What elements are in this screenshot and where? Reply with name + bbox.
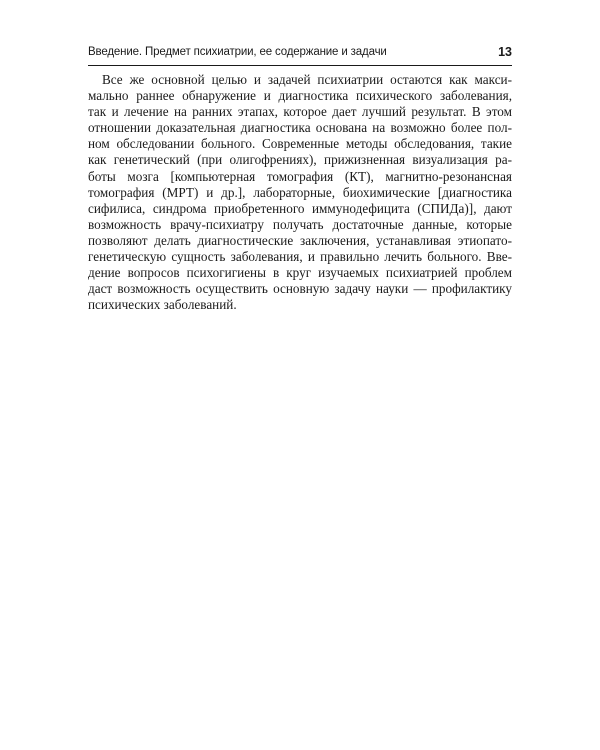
text-line: психических заболеваний.	[88, 297, 237, 313]
text-line: Все же основной целью и задачей психиатрии остаются как макси-	[102, 72, 512, 87]
text-line: так и лечение на ранних этапах, которое дает лучший результат. В этом	[88, 104, 512, 120]
text-line: возможность врачу-психиатру получать достаточные данные, которые	[88, 216, 512, 232]
text-line: томография (МРТ) и др.], лабораторные, биохимические [диагностика	[88, 184, 512, 200]
running-head	[88, 43, 512, 66]
text-line: ном обследовании больного. Современные методы обследования, такие	[88, 136, 512, 152]
text-line: мально раннее обнаружение и диагностика психического заболевания,	[88, 88, 512, 104]
running-head-title: Введение. Предмет психиатрии, ее содержание и задачи	[88, 46, 387, 58]
text-line: генетическую сущность заболевания, и правильно лечить больного. Вве-	[88, 249, 512, 265]
text-line: отношении доказательная диагностика основана на возможно более пол-	[88, 120, 512, 136]
text-line: как генетический (при олигофрениях), прижизненная визуализация ра-	[88, 152, 512, 168]
text-line: дение вопросов психогигиены в круг изучаемых психиатрией проблем	[88, 265, 512, 281]
text-line: даст возможность осуществить основную задачу науки — профилактику	[88, 281, 512, 297]
text-line: позволяют делать диагностические заключения, устанавливая этиопато-	[88, 232, 512, 248]
text-line: сифилиса, синдрома приобретенного иммунодефицита (СПИДа)], дают	[88, 200, 512, 216]
page-number: 13	[498, 45, 512, 59]
body-paragraph	[88, 72, 512, 313]
text-line: боты мозга [компьютерная томография (КТ), магнитно-резонансная	[88, 168, 512, 184]
